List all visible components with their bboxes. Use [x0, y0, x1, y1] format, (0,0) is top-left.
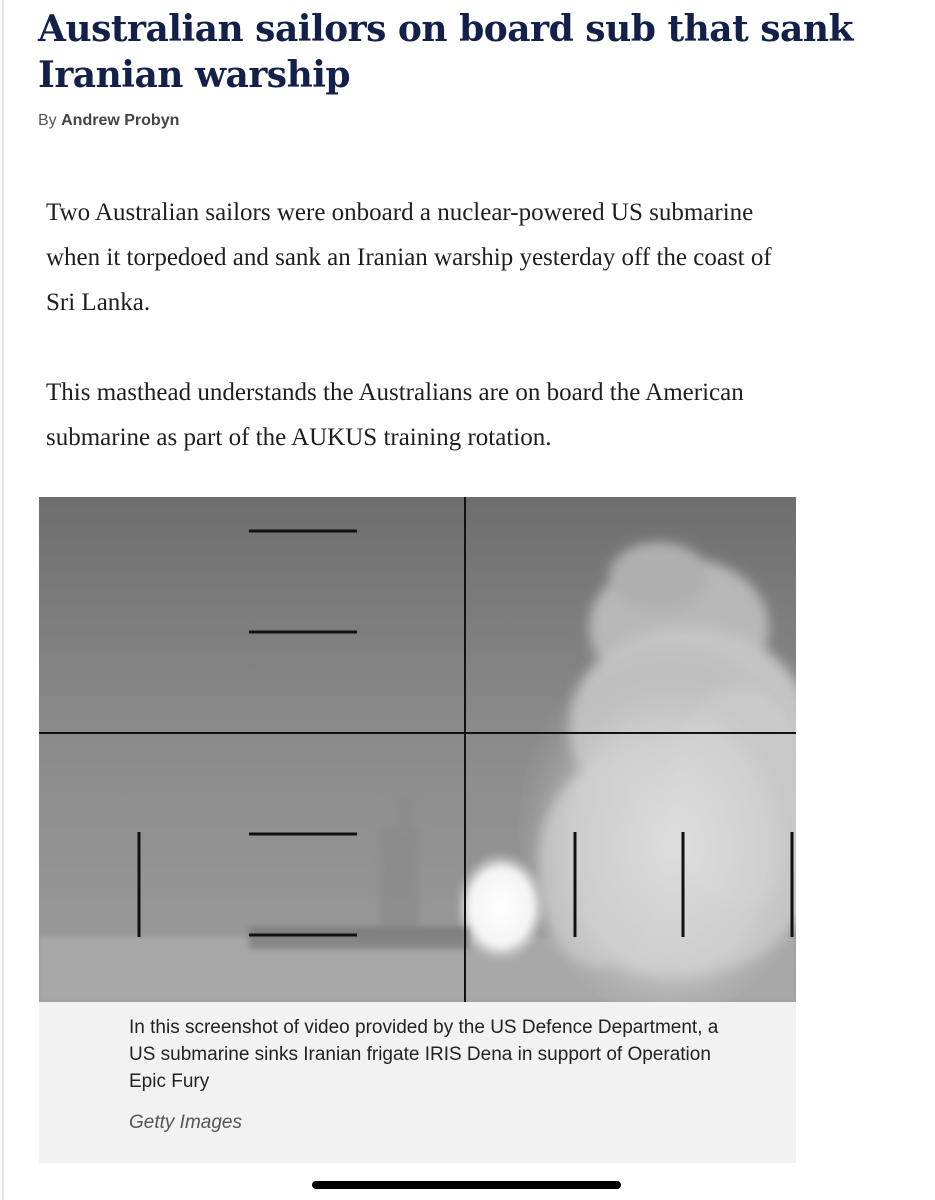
home-indicator-bar[interactable] [312, 1181, 621, 1189]
image-credit: Getty Images [129, 1112, 242, 1133]
article-headline: Australian sailors on board sub that sank Iranian warship [38, 8, 853, 96]
figure-caption: In this screenshot of video provided by the US Defence Department, a US submarine sinks Iranian frigate IRIS Dena in support of Operation Epic Fury [129, 1017, 719, 1092]
article-paragraph-1: Two Australian sailors were onboard a nuclear-powered US submarine when it torpedoed and sank an Iranian warship yesterday off the coast of Sri Lanka. [46, 199, 772, 316]
article-figure [39, 497, 796, 1163]
article-paragraph-2: This masthead understands the Australians are on board the American submarine as part of the AUKUS training rotation. [46, 379, 744, 451]
byline-prefix: By [38, 112, 57, 129]
byline [38, 112, 179, 130]
page-left-border [2, 0, 4, 1200]
author-link[interactable]: Andrew Probyn [61, 112, 180, 129]
thermal-video-image[interactable] [39, 497, 796, 1002]
